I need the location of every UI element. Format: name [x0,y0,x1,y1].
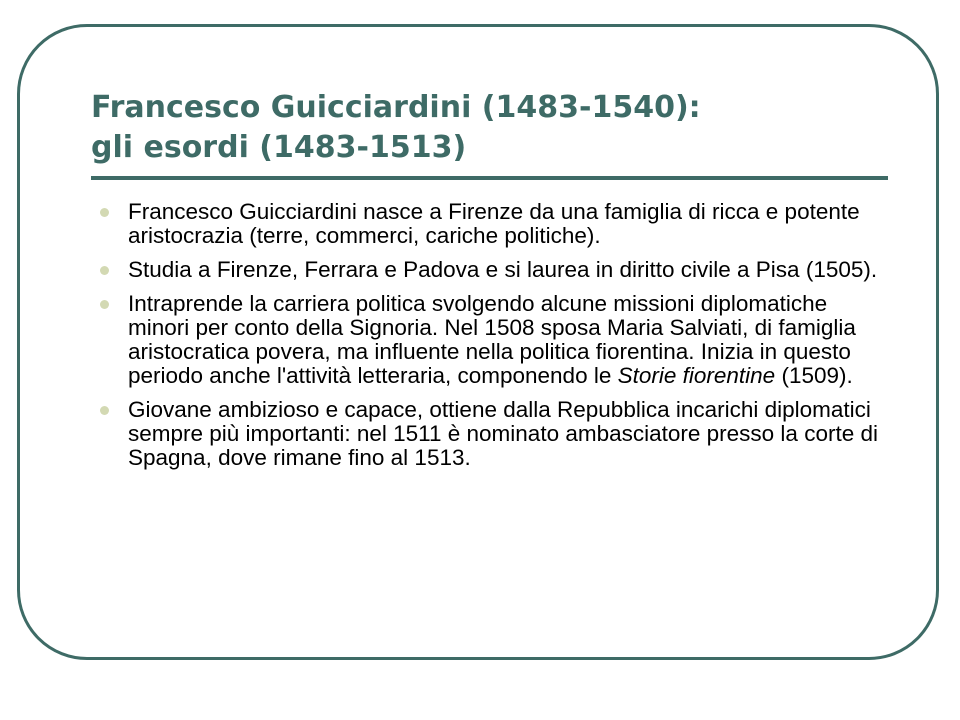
title-underline [91,176,888,180]
bullet-text: Giovane ambizioso e capace, ottiene dalla Repubblica incarichi diplomatici sempre più importanti: nel 1511 è nominato ambasciatore presso la corte di Spagna, dove rimane fino al 1513. [128,397,878,470]
bullet-item-1 [100,200,890,248]
bullet-text: Studia a Firenze, Ferrara e Padova e si laurea in diritto civile a Pisa (1505). [128,257,878,282]
bullet-text-part: Intraprende la carriera politica svolgendo alcune missioni diplomatiche minori per conto della Signoria. Nel 1508 sposa Maria Salviati, di famiglia aristocratica povera, ma influente nella politica fiorentina. Inizia in questo periodo anche l'attività letteraria, componendo le [128,291,856,388]
bullet-dot-icon [100,406,109,415]
bullet-dot-icon [100,208,109,217]
bullet-dot-icon [100,300,109,309]
book-title: Storie fiorentine [617,363,776,388]
slide-title-line-1: Francesco Guicciardini (1483-1540): [91,90,701,125]
slide-title-line-2: gli esordi (1483-1513) [91,130,467,165]
bullet-item-3 [100,292,890,388]
bullet-item-4 [100,398,890,470]
slide-title [91,88,891,168]
bullet-text-part: (1509). [775,363,853,388]
bullet-list [100,200,890,480]
bullet-item-2 [100,258,890,282]
bullet-text [128,292,890,388]
bullet-dot-icon [100,266,109,275]
bullet-text: Francesco Guicciardini nasce a Firenze da una famiglia di ricca e potente aristocrazia (terre, commerci, cariche politiche). [128,199,860,248]
